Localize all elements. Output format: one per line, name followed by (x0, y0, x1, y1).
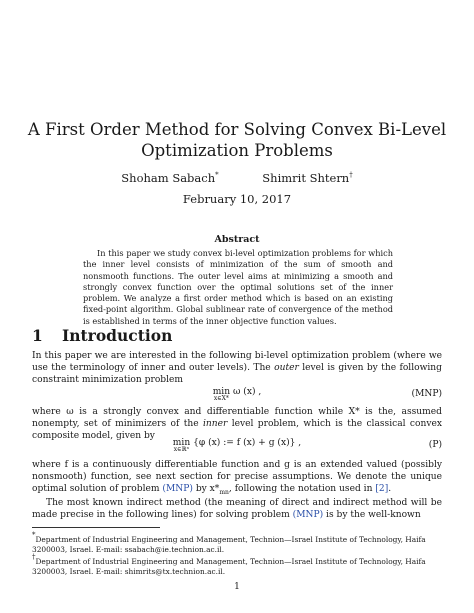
paper-title-line-1: A First Order Method for Solving Convex Bi-Level (27, 120, 447, 139)
equation-tag-mnp: (MNP) (411, 389, 442, 399)
paragraph-1: In this paper we are interested in the following bi-level optimization problem (where we use the terminology of inner and outer levels). The outer level is given by the following constraint minimization problem (32, 351, 442, 385)
footnote-rule (32, 527, 160, 528)
equation-mnp: min x∈X* ω (x) , (MNP) (212, 387, 442, 402)
paragraph-2: where ω is a strongly convex and differentiable function while X* is the, assumed nonempty, set of minimizers of the inner level problem, which is the classical convex composite model, given by (32, 407, 442, 441)
equation-link-mnp-2[interactable]: (MNP) (292, 509, 324, 520)
page-number: 1 (234, 582, 240, 592)
abstract-heading: Abstract (214, 234, 260, 245)
equation-p: min x∈ℝⁿ {φ (x) := f (x) + g (x)} , (P) (172, 438, 442, 453)
section-title: Introduction (62, 326, 173, 345)
paper-title-line-2: Optimization Problems (141, 141, 333, 160)
footnote-1: *Department of Industrial Engineering and Management, Technion—Israel Institute of Technology, Haifa 3200003, Israel. E-mail: ssabach@ie.technion.ac.il. (32, 531, 426, 554)
section-number: 1 (32, 326, 43, 345)
author-list (0, 171, 474, 185)
section-heading (32, 326, 172, 345)
footnote-2: †Department of Industrial Engineering and Management, Technion—Israel Institute of Technology, Haifa 3200003, Israel. E-mail: shimrits@tx.technion.ac.il. (32, 553, 426, 576)
author-2: Shimrit Shtern† (262, 171, 353, 185)
equation-tag-p: (P) (428, 440, 442, 450)
paper-date: February 10, 2017 (182, 192, 292, 206)
author-1: Shoham Sabach* (121, 171, 219, 185)
abstract-text: In this paper we study convex bi-level optimization problems for which the inner level consists of minimization of the sum of smooth and nonsmooth functions. The outer level aims at minimizing a smooth and strongly convex function over the optimal solutions set of the inner problem. We analyze a first order method which is based on an existing fixed-point algorithm. Global sublinear rate of convergence of the method is established in terms of the inner objective function values. (83, 248, 393, 326)
paragraph-3: where f is a continuously differentiable function and g is an extended valued (possibly nonsmooth) function, see next section for precise assumptions. We denote the unique optimal solution of problem (MNP) by $x*_{mn}$, following the notation used in [2]. (32, 460, 442, 496)
citation-link[interactable]: [2] (375, 483, 389, 494)
equation-link-mnp[interactable]: (MNP) (162, 483, 193, 494)
paragraph-4: The most known indirect method (the meaning of direct and indirect method will be made precise in the following lines) for solving problem (MNP) is by the well-known (32, 498, 442, 520)
